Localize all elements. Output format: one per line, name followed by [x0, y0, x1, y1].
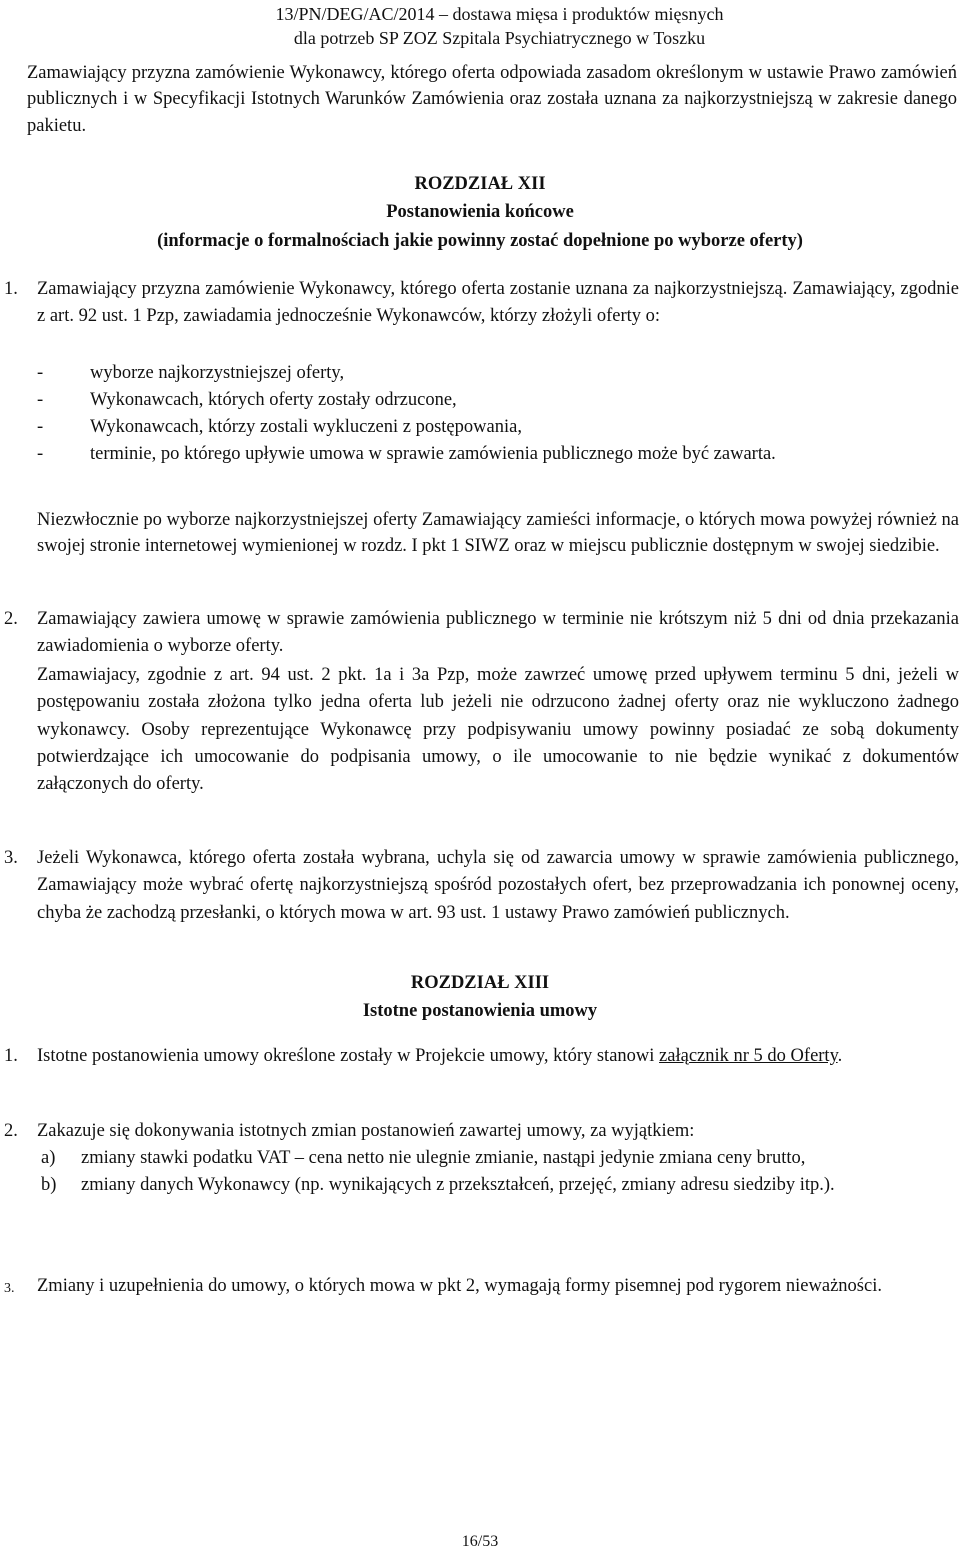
chapter-13-title: ROZDZIAŁ XIII — [410, 973, 550, 993]
list-item-label: b) — [41, 1175, 57, 1195]
list-item: - Wykonawcach, którzy zostali wykluczeni z postępowania, — [37, 417, 522, 437]
header-line-2: dla potrzeb SP ZOZ Szpitala Psychiatrycznego w Toszku — [293, 28, 706, 48]
list-item: - Wykonawcach, których oferty zostały odrzucone, — [37, 390, 457, 410]
ch13-item-3-number: 3. — [4, 1281, 15, 1296]
attachment-reference: załącznik nr 5 do Oferty — [659, 1046, 838, 1066]
page-number-text: 16/53 — [461, 1533, 499, 1550]
ch13-item-3-text: Zmiany i uzupełnienia do umowy, o których mowa w pkt 2, wymagają formy pisemnej pod rygorem nieważności. — [37, 1276, 882, 1296]
document-header — [0, 2, 960, 50]
list-item-label: a) — [41, 1148, 56, 1168]
list-item-text: zmiany stawki podatku VAT – cena netto nie ulegnie zmianie, nastąpi jedynie zmiana ceny brutto, — [81, 1148, 806, 1168]
list-item — [37, 1145, 959, 1172]
ch13-item-1-body: Istotne postanowienia umowy określone zostały w Projekcie umowy, który stanowi — [37, 1046, 660, 1066]
ch12-item-2-number: 2. — [4, 609, 18, 629]
list-item-text: terminie, po którego upływie umowa w sprawie zamówienia publicznego może być zawarta. — [90, 444, 776, 464]
ch12-item-3-text: Jeżeli Wykonawca, którego oferta została wybrana, uchyla się od zawarcia umowy w sprawie zamówienia publicznego, Zamawiający może wybrać ofertę najkorzystniejszą spośród pozostałych ofert, bez przeprowadzania ich ponownej oceny, chyba że zachodzą przesłanki, o których mowa w art. 93 ust. 1 ustawy Prawo zamówień publicznych. — [37, 848, 959, 923]
ch12-item-2-text: Zamawiający zawiera umowę w sprawie zamówienia publicznego w terminie nie krótszym niż 5 dni od dnia przekazania zawiadomienia o wyborze oferty. — [37, 609, 959, 656]
list-item-text: zmiany danych Wykonawcy (np. wynikających z przekształceń, przejęć, zmiany adresu siedziby itp.). — [81, 1175, 835, 1195]
ch12-item-1-after: Niezwłocznie po wyborze najkorzystniejszej oferty Zamawiający zamieści informacje, o których mowa powyżej również na swojej stronie internetowej wymienionej w rozdz. I pkt 1 SIWZ oraz w miejscu publicznie dostępnym w swojej siedzibie. — [37, 510, 959, 557]
page-number — [0, 1533, 960, 1551]
chapter-12-note: (informacje o formalnościach jakie powinny zostać dopełnione po wyborze oferty) — [157, 231, 803, 251]
ch12-item-3-number: 3. — [4, 848, 18, 868]
ch13-item-1-number: 1. — [4, 1046, 18, 1066]
ch12-item-2-text-2: Zamawiajacy, zgodnie z art. 94 ust. 2 pkt. 1a i 3a Pzp, może zawrzeć umowę przed upływem terminu 5 dni, jeżeli w postępowaniu została złożona tylko jedna oferta lub jeżeli nie odrzucono żadnej oferty oraz nie wykluczono żadnego wykonawcy. Osoby reprezentujące Wykonawcę przy podpisywaniu umowy powinny posiadać ze sobą dokumenty potwierdzające ich umocowanie do podpisania umowy, o ile umocowanie to nie będzie wynikać z dokumentów załączonych do oferty. — [37, 665, 959, 795]
list-item — [37, 1172, 959, 1199]
ch13-item-1-end: . — [837, 1046, 843, 1066]
chapter-12-subtitle: Postanowienia końcowe — [386, 202, 574, 222]
list-item-text: Wykonawcach, których oferty zostały odrzucone, — [90, 390, 457, 410]
list-item-text: wyborze najkorzystniejszej oferty, — [90, 363, 345, 383]
ch12-item-1-text: Zamawiający przyzna zamówienie Wykonawcy, którego oferta zostanie uznana za najkorzystniejszą. Zamawiający, zgodnie z art. 92 ust. 1 Pzp, zawiadamia jednocześnie Wykonawców, którzy złożyli oferty o: — [37, 279, 959, 326]
ch12-item-1-number: 1. — [4, 279, 18, 299]
ch13-item-1-text — [37, 1043, 959, 1070]
ch13-item-2-number: 2. — [4, 1121, 18, 1141]
ch13-item-2-text: Zakazuje się dokonywania istotnych zmian postanowień zawartej umowy, za wyjątkiem: — [37, 1121, 695, 1141]
list-item-text: Wykonawcach, którzy zostali wykluczeni z postępowania, — [90, 417, 522, 437]
ch13-exceptions-list — [37, 1145, 959, 1199]
chapter-12-title: ROZDZIAŁ XII — [414, 174, 546, 194]
list-item: - wyborze najkorzystniejszej oferty, — [37, 363, 345, 383]
header-line-1: 13/PN/DEG/AC/2014 – dostawa mięsa i produktów mięsnych — [275, 4, 724, 24]
chapter-13-subtitle: Istotne postanowienia umowy — [362, 1001, 598, 1021]
ch12-notification-list — [37, 360, 959, 468]
intro-paragraph: Zamawiający przyzna zamówienie Wykonawcy, którego oferta odpowiada zasadom określonym w ustawie Prawo zamówień publicznych i w Specyfikacji Istotnych Warunków Zamówienia oraz została uznana za najkorzystniejszą w zakresie danego pakietu. — [27, 63, 957, 136]
list-item: - terminie, po którego upływie umowa w sprawie zamówienia publicznego może być zawarta. — [37, 444, 776, 464]
